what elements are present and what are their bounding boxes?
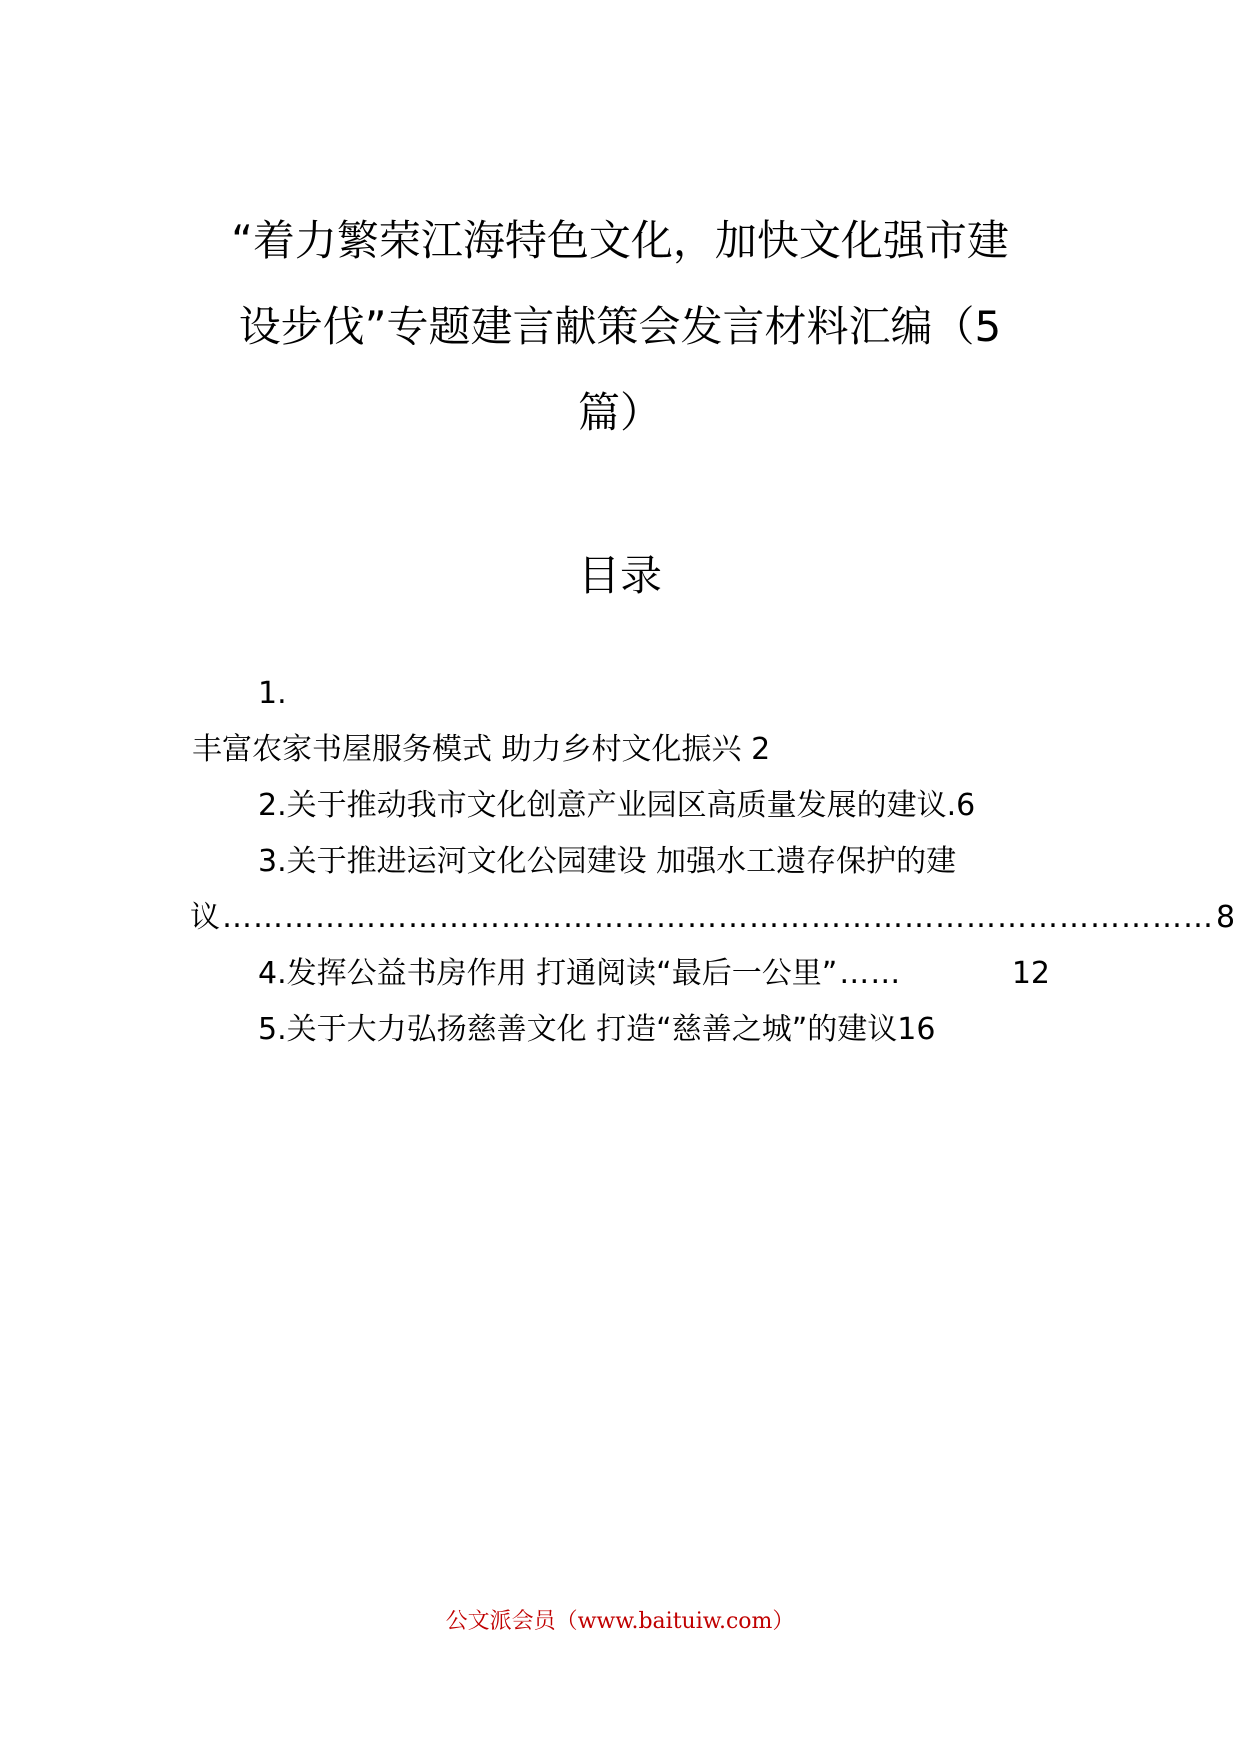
toc-item-3-leader: …………………………………………………………………………………… bbox=[222, 900, 1214, 935]
toc-item-4-text: 4.发挥公益书房作用 打通阅读“最后一公里” bbox=[258, 956, 838, 991]
toc-item-4-page: 12 bbox=[1011, 956, 1050, 991]
footer-watermark: 公文派会员（www.baituiw.com） bbox=[445, 1609, 795, 1634]
toc-item-3-line-1[interactable]: 3.关于推进运河文化公园建设 加强水工遗存保护的建 bbox=[258, 844, 957, 879]
title-line-3: 篇） bbox=[577, 388, 662, 437]
toc-item-4[interactable] bbox=[190, 946, 1050, 1002]
toc-item-3-page: 8 bbox=[1216, 900, 1236, 935]
title-line-2: 设步伐”专题建言献策会发言材料汇编（5 bbox=[238, 302, 1002, 351]
document-title bbox=[190, 198, 1050, 456]
table-of-contents bbox=[190, 666, 1236, 1058]
toc-item-4-leader: …… bbox=[839, 956, 902, 991]
toc-heading: 目录 bbox=[577, 551, 662, 600]
toc-item-1-number[interactable]: 1. bbox=[258, 676, 287, 711]
toc-item-1[interactable]: 丰富农家书屋服务模式 助力乡村文化振兴 2 bbox=[192, 732, 771, 767]
toc-item-2[interactable]: 2.关于推动我市文化创意产业园区高质量发展的建议.6 bbox=[258, 788, 976, 823]
toc-item-3-line-2[interactable] bbox=[190, 890, 1236, 946]
toc-item-5[interactable]: 5.关于大力弘扬慈善文化 打造“慈善之城”的建议16 bbox=[258, 1012, 936, 1047]
title-line-1: “着力繁荣江海特色文化，加快文化强市建 bbox=[231, 216, 1009, 265]
toc-item-3-text: 议 bbox=[190, 900, 220, 935]
